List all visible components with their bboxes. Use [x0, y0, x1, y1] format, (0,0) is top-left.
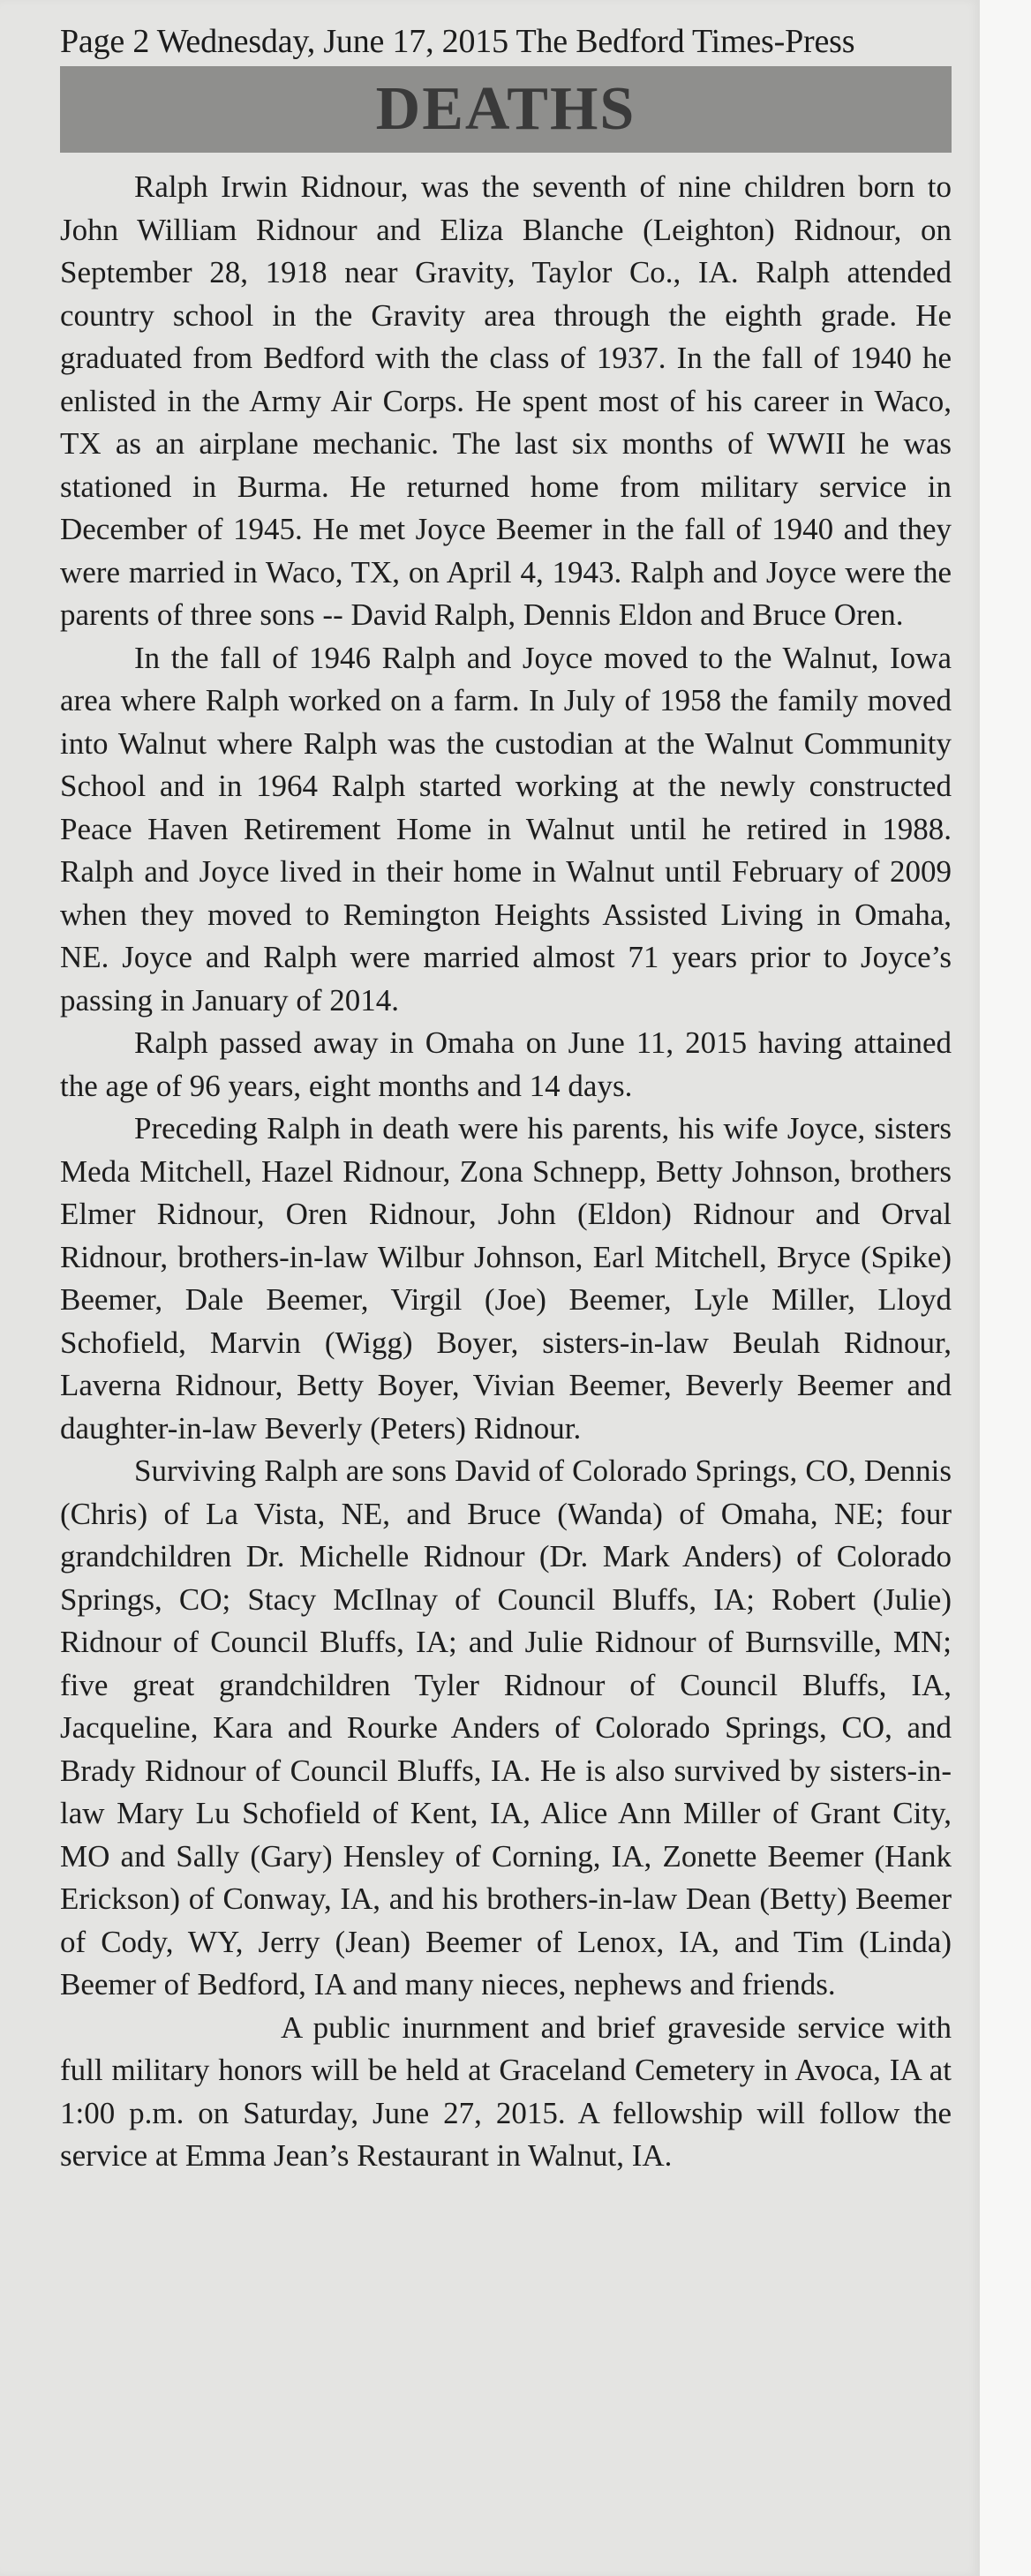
obituary-paragraph: Ralph Irwin Ridnour, was the seventh of nine children born to John William Ridnour and Eliza Blanche (Leighton) Ridnour, on September 28, 1918 near Gravity, Taylor Co., IA. Ralph attended country school in the Gravity area through the eighth grade. He graduated from Bedford with the class of 1937. In the fall of 1940 he enlisted in the Army Air Corps. He spent most of his career in Waco, TX as an airplane mechanic. The last six months of WWII he was stationed in Burma. He returned home from military service in December of 1945. He met Joyce Beemer in the fall of 1940 and they were married in Waco, TX, on April 4, 1943. Ralph and Joyce were the parents of three sons -- David Ralph, Dennis Eldon and Bruce Oren.: [60, 169, 952, 632]
obituary-text: [60, 166, 952, 2178]
section-title: DEATHS: [375, 75, 636, 143]
obituary-paragraph: In the fall of 1946 Ralph and Joyce moved to the Walnut, Iowa area where Ralph worked on a farm. In July of 1958 the family moved into Walnut where Ralph was the custodian at the Walnut Community School and in 1964 Ralph started working at the newly constructed Peace Haven Retirement Home in Walnut until he retired in 1988. Ralph and Joyce lived in their home in Walnut until February of 2009 when they moved to Remington Heights Assisted Living in Omaha, NE. Joyce and Ralph were married almost 71 years prior to Joyce’s passing in January of 2014.: [60, 640, 952, 1018]
obituary-paragraph: Ralph passed away in Omaha on June 11, 2015 having attained the age of 96 years, eight months and 14 days.: [60, 1025, 952, 1103]
obituary-paragraph: Surviving Ralph are sons David of Colorado Springs, CO, Dennis (Chris) of La Vista, NE, and Bruce (Wanda) of Omaha, NE; four grandchildren Dr. Michelle Ridnour (Dr. Mark Anders) of Colorado Springs, CO; Stacy McIlnay of Council Bluffs, IA; Robert (Julie) Ridnour of Council Bluffs, IA; and Julie Ridnour of Burnsville, MN; five great grandchildren Tyler Ridnour of Council Bluffs, IA, Jacqueline, Kara and Rourke Anders of Colorado Springs, CO, and Brady Ridnour of Council Bluffs, IA. He is also survived by sisters-in-law Mary Lu Schofield of Kent, IA, Alice Ann Miller of Grant City, MO and Sally (Gary) Hensley of Corning, IA, Zonette Beemer (Hank Erickson) of Conway, IA, and his brothers-in-law Dean (Betty) Beemer of Cody, WY, Jerry (Jean) Beemer of Lenox, IA, and Tim (Linda) Beemer of Bedford, IA and many nieces, nephews and friends.: [60, 1453, 952, 2001]
section-banner: [60, 66, 952, 153]
page-dateline: Page 2 Wednesday, June 17, 2015 The Bedford Times-Press: [60, 23, 855, 60]
obituary-paragraph: Preceding Ralph in death were his parents, his wife Joyce, sisters Meda Mitchell, Hazel Ridnour, Zona Schnepp, Betty Johnson, brothers Elmer Ridnour, Oren Ridnour, John (Eldon) Ridnour and Orval Ridnour, brothers-in-law Wilbur Johnson, Earl Mitchell, Bryce (Spike) Beemer, Dale Beemer, Virgil (Joe) Beemer, Lyle Miller, Lloyd Schofield, Marvin (Wigg) Boyer, sisters-in-law Beulah Ridnour, Laverna Ridnour, Betty Boyer, Vivian Beemer, Beverly Beemer and daughter-in-law Beverly (Peters) Ridnour.: [60, 1111, 952, 1446]
obituary-paragraph: A public inurnment and brief graveside service with full military honors will be held at Graceland Cemetery in Avoca, IA at 1:00 p.m. on Saturday, June 27, 2015. A fellowship will follow the service at Emma Jean’s Restaurant in Walnut, IA.: [60, 2009, 952, 2173]
page-margin: [980, 0, 1031, 2576]
